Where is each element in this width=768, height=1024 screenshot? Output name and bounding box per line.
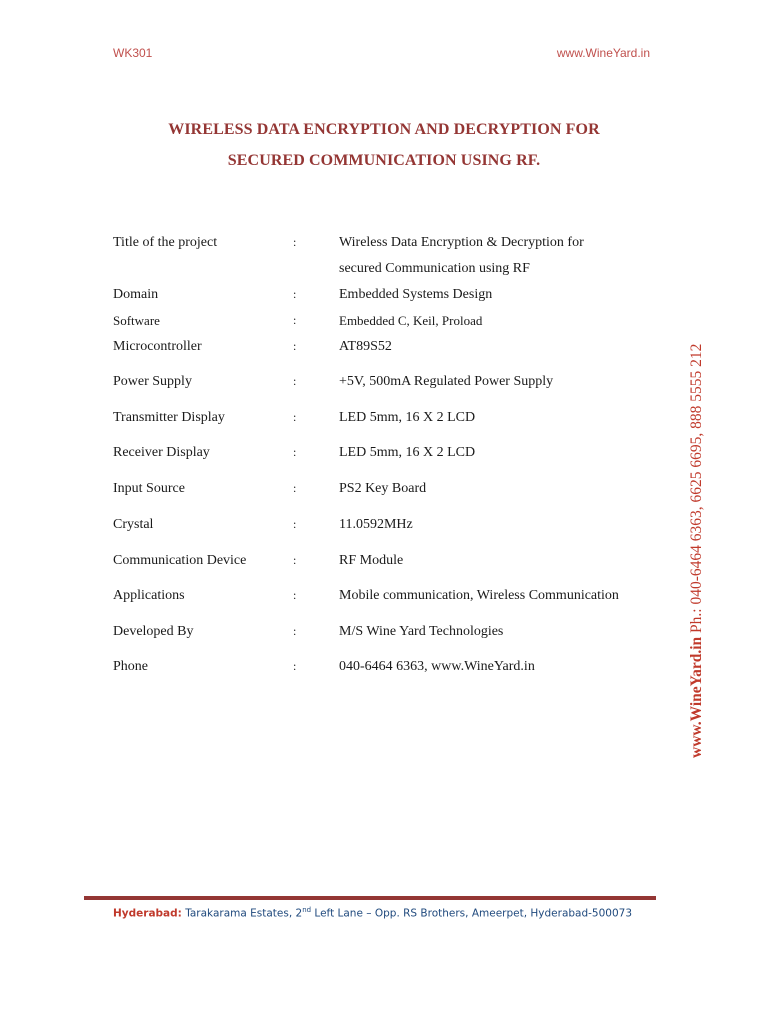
- spec-colon: :: [293, 553, 297, 567]
- footer-address-part-a: Tarakarama Estates, 2: [181, 907, 303, 920]
- footer-address-part-b: Left Lane – Opp. RS Brothers, Ameerpet, Hyderabad-500073: [311, 907, 633, 920]
- spec-value: M/S Wine Yard Technologies: [339, 624, 504, 639]
- spec-value-continued: secured Communication using RF: [339, 261, 530, 276]
- footer-ordinal: nd: [302, 906, 312, 914]
- spec-value: Mobile communication, Wireless Communication: [339, 588, 619, 603]
- spec-value: 11.0592MHz: [339, 517, 413, 532]
- title-line-2: SECURED COMMUNICATION USING RF.: [227, 152, 541, 169]
- footer-divider: [84, 896, 656, 900]
- spec-label: Input Source: [113, 481, 185, 496]
- spec-label: Domain: [113, 287, 159, 302]
- spec-label: Software: [113, 313, 160, 328]
- spec-value: AT89S52: [339, 339, 392, 354]
- spec-label: Applications: [113, 588, 185, 603]
- spec-colon: :: [293, 235, 297, 249]
- spec-colon: :: [293, 313, 297, 327]
- spec-value: LED 5mm, 16 X 2 LCD: [339, 445, 476, 460]
- side-banner-phone-prefix: Ph.:: [688, 604, 705, 637]
- spec-colon: :: [293, 410, 297, 424]
- spec-label: Phone: [113, 659, 148, 674]
- side-banner-phones: 040-6464 6363, 6625 6695, 888 5555 212: [688, 343, 705, 605]
- spec-value: Embedded C, Keil, Proload: [339, 313, 483, 328]
- spec-colon: :: [293, 517, 297, 531]
- spec-label: Communication Device: [113, 553, 247, 568]
- spec-label: Developed By: [113, 624, 194, 639]
- spec-label: Transmitter Display: [113, 410, 225, 425]
- spec-colon: :: [293, 624, 297, 638]
- header-website: www.WineYard.in: [556, 46, 650, 60]
- spec-label: Receiver Display: [113, 445, 210, 460]
- spec-label: Title of the project: [113, 235, 218, 250]
- spec-colon: :: [293, 374, 297, 388]
- document-code: WK301: [113, 46, 153, 60]
- spec-value: +5V, 500mA Regulated Power Supply: [339, 374, 554, 389]
- spec-value: Wireless Data Encryption & Decryption for: [339, 235, 584, 250]
- spec-value: PS2 Key Board: [339, 481, 427, 496]
- spec-colon: :: [293, 445, 297, 459]
- footer-city: Hyderabad:: [113, 907, 182, 920]
- spec-colon: :: [293, 287, 297, 301]
- spec-value: LED 5mm, 16 X 2 LCD: [339, 410, 476, 425]
- spec-label: Crystal: [113, 517, 154, 532]
- spec-value: 040-6464 6363, www.WineYard.in: [339, 659, 535, 674]
- spec-colon: :: [293, 588, 297, 602]
- spec-value: Embedded Systems Design: [339, 287, 493, 302]
- title-line-1: WIRELESS DATA ENCRYPTION AND DECRYPTION FOR: [168, 121, 600, 138]
- spec-colon: :: [293, 481, 297, 495]
- spec-colon: :: [293, 659, 297, 673]
- spec-label: Microcontroller: [113, 339, 202, 354]
- footer-address: [113, 906, 632, 920]
- spec-colon: :: [293, 339, 297, 353]
- side-contact-banner: [688, 344, 706, 758]
- side-banner-site: www.WineYard.in: [688, 636, 705, 758]
- spec-value: RF Module: [339, 553, 404, 568]
- spec-label: Power Supply: [113, 374, 192, 389]
